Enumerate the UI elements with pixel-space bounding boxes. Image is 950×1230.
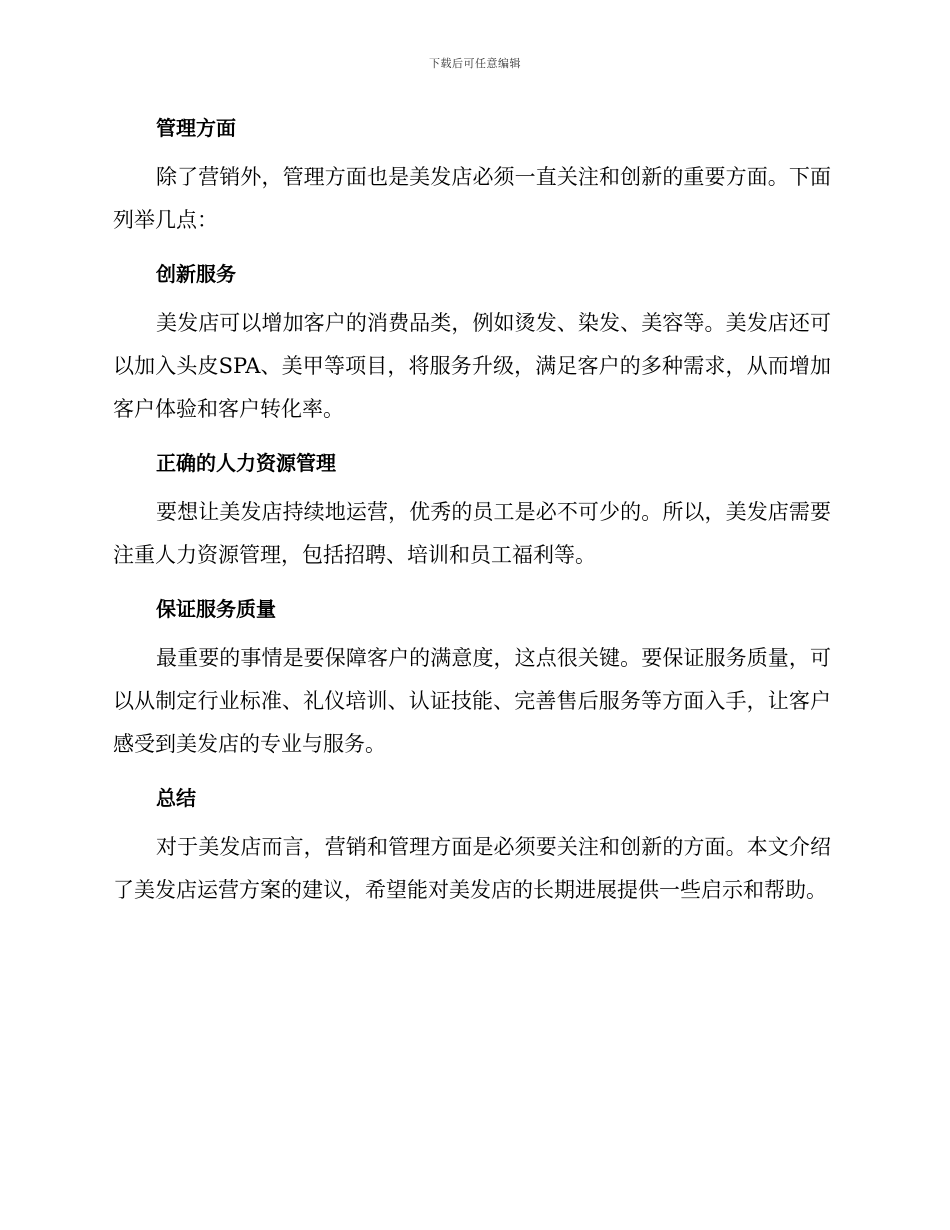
- section-paragraph: 最重要的事情是要保障客户的满意度，这点很关键。要保证服务质量，可以从制定行业标准、礼仪培训、认证技能、完善售后服务等方面入手，让客户感受到美发店的专业与服务。: [113, 646, 831, 756]
- section-management: [113, 108, 831, 242]
- section-paragraph: 美发店可以增加客户的消费品类，例如烫发、染发、美容等。美发店还可以加入头皮SPA、美甲等项目，将服务升级，满足客户的多种需求，从而增加客户体验和客户转化率。: [113, 311, 831, 421]
- section-innovative-service: [113, 254, 831, 431]
- header-note: 下载后可任意编辑: [429, 57, 521, 70]
- section-paragraph: 要想让美发店持续地运营，优秀的员工是必不可少的。所以，美发店需要注重人力资源管理，包括招聘、培训和员工福利等。: [113, 500, 831, 567]
- document-body: [113, 108, 831, 912]
- section-hr-management: [113, 443, 831, 577]
- section-paragraph: 除了营销外，管理方面也是美发店必须一直关注和创新的重要方面。下面列举几点：: [113, 165, 831, 232]
- section-heading: 创新服务: [156, 262, 236, 286]
- section-summary: [113, 778, 831, 912]
- section-paragraph: 对于美发店而言，营销和管理方面是必须要关注和创新的方面。本文介绍了美发店运营方案的建议，希望能对美发店的长期进展提供一些启示和帮助。: [113, 835, 831, 902]
- section-heading: 管理方面: [156, 116, 236, 140]
- section-heading: 总结: [156, 786, 196, 810]
- section-heading: 保证服务质量: [156, 597, 276, 621]
- section-heading: 正确的人力资源管理: [156, 451, 336, 475]
- section-service-quality: [113, 589, 831, 766]
